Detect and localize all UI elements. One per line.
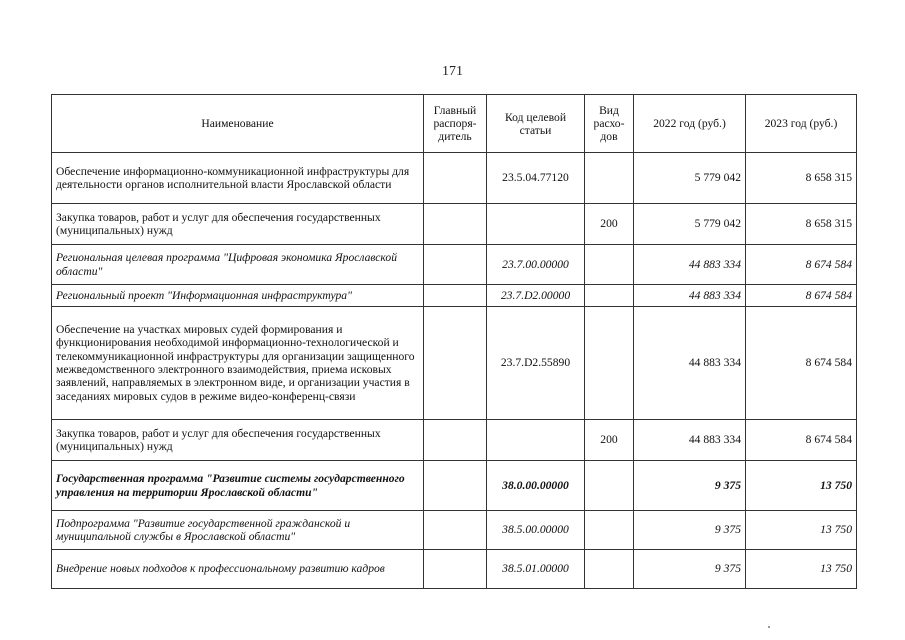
row-2023: 13 750 xyxy=(746,550,857,589)
row-kind xyxy=(585,285,634,307)
page-number: 171 xyxy=(442,64,463,79)
row-code: 23.7.D2.55890 xyxy=(487,307,585,420)
row-2022: 9 375 xyxy=(634,550,746,589)
row-kind: 200 xyxy=(585,420,634,461)
scan-speck xyxy=(768,626,770,628)
table-row xyxy=(52,461,857,511)
row-kind xyxy=(585,461,634,511)
row-2022: 5 779 042 xyxy=(634,153,746,204)
row-code xyxy=(487,204,585,245)
row-name: Внедрение новых подходов к профессиональному развитию кадров xyxy=(52,550,424,589)
row-name: Обеспечение на участках мировых судей формирования и функционирования необходимой информационно-технологической и телекоммуникационной инфраструктуры для организации защищенного межведомственного электронного взаимодействия, приема исковых заявлений, направляемых в электронном виде, и организации участия в заседаниях мировых судов в режиме видео-конференц-связи xyxy=(52,307,424,420)
header-name: Наименование xyxy=(52,95,424,153)
row-code: 23.7.D2.00000 xyxy=(487,285,585,307)
row-code: 38.5.01.00000 xyxy=(487,550,585,589)
row-2022: 44 883 334 xyxy=(634,285,746,307)
row-name: Региональная целевая программа "Цифровая экономика Ярославской области" xyxy=(52,245,424,285)
table-row xyxy=(52,550,857,589)
row-kind: 200 xyxy=(585,204,634,245)
row-2022: 44 883 334 xyxy=(634,245,746,285)
row-dispenser xyxy=(424,461,487,511)
row-kind xyxy=(585,153,634,204)
table-row xyxy=(52,285,857,307)
row-kind xyxy=(585,511,634,550)
row-kind xyxy=(585,550,634,589)
row-2022: 5 779 042 xyxy=(634,204,746,245)
row-name: Обеспечение информационно-коммуникационной инфраструктуры для деятельности органов исполнительной власти Ярославской области xyxy=(52,153,424,204)
row-2023: 8 674 584 xyxy=(746,307,857,420)
header-code: Код целевой статьи xyxy=(487,95,585,153)
row-code: 23.7.00.00000 xyxy=(487,245,585,285)
row-dispenser xyxy=(424,285,487,307)
budget-table xyxy=(51,94,857,589)
table-row xyxy=(52,245,857,285)
table-row xyxy=(52,511,857,550)
table-row xyxy=(52,307,857,420)
row-2022: 9 375 xyxy=(634,461,746,511)
row-2022: 44 883 334 xyxy=(634,307,746,420)
row-name: Государственная программа "Развитие системы государственного управления на территории Ярославской области" xyxy=(52,461,424,511)
row-kind xyxy=(585,307,634,420)
row-2022: 44 883 334 xyxy=(634,420,746,461)
row-2023: 8 658 315 xyxy=(746,204,857,245)
row-dispenser xyxy=(424,204,487,245)
row-dispenser xyxy=(424,420,487,461)
header-2023: 2023 год (руб.) xyxy=(746,95,857,153)
row-2022: 9 375 xyxy=(634,511,746,550)
row-2023: 8 658 315 xyxy=(746,153,857,204)
row-2023: 13 750 xyxy=(746,511,857,550)
table-row xyxy=(52,204,857,245)
row-name: Закупка товаров, работ и услуг для обеспечения государственных (муниципальных) нужд xyxy=(52,420,424,461)
row-dispenser xyxy=(424,153,487,204)
row-code xyxy=(487,420,585,461)
header-dispenser: Главный распоря-дитель xyxy=(424,95,487,153)
row-name: Закупка товаров, работ и услуг для обеспечения государственных (муниципальных) нужд xyxy=(52,204,424,245)
row-2023: 13 750 xyxy=(746,461,857,511)
row-code: 23.5.04.77120 xyxy=(487,153,585,204)
header-kind: Вид расхо-дов xyxy=(585,95,634,153)
row-name: Подпрограмма "Развитие государственной гражданской и муниципальной службы в Ярославской области" xyxy=(52,511,424,550)
row-name: Региональный проект "Информационная инфраструктура" xyxy=(52,285,424,307)
row-kind xyxy=(585,245,634,285)
header-2022: 2022 год (руб.) xyxy=(634,95,746,153)
table-header-row xyxy=(52,95,857,153)
table-row xyxy=(52,420,857,461)
row-2023: 8 674 584 xyxy=(746,285,857,307)
table-row xyxy=(52,153,857,204)
row-2023: 8 674 584 xyxy=(746,245,857,285)
row-2023: 8 674 584 xyxy=(746,420,857,461)
row-dispenser xyxy=(424,550,487,589)
row-code: 38.5.00.00000 xyxy=(487,511,585,550)
row-dispenser xyxy=(424,307,487,420)
row-dispenser xyxy=(424,511,487,550)
row-dispenser xyxy=(424,245,487,285)
row-code: 38.0.00.00000 xyxy=(487,461,585,511)
